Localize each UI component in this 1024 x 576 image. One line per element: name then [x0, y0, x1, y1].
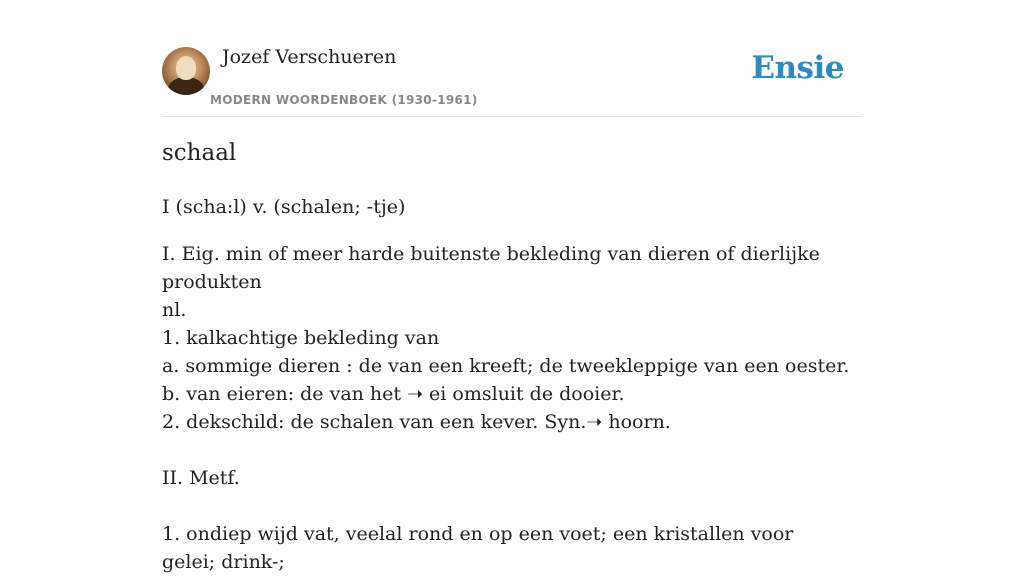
entry-content — [162, 193, 852, 576]
definition-line: 1. kalkachtige bekleding van — [162, 327, 440, 349]
author-name[interactable]: Jozef Verschueren — [222, 46, 397, 68]
source-title[interactable]: MODERN WOORDENBOEK (1930-1961) — [210, 93, 478, 107]
page-container — [162, 0, 862, 573]
definition-line: II. Metf. — [162, 467, 240, 489]
entry-headword: schaal — [162, 140, 237, 166]
header — [162, 0, 862, 117]
blank-line — [162, 436, 852, 464]
definition-line: I. Eig. min of meer harde buitenste bekleding van dieren of dierlijke produkten — [162, 243, 820, 293]
blank-line — [162, 492, 852, 520]
author-avatar[interactable] — [162, 47, 210, 95]
definition-line: b. van eieren: de van het ➝ ei omsluit de dooier. — [162, 383, 625, 405]
entry-grammar: I (scha:l) v. (schalen; -tje) — [162, 196, 406, 218]
definition-line: 2. dekschild: de schalen van een kever. Syn.➝ hoorn. — [162, 411, 671, 433]
definition-line: nl. — [162, 299, 187, 321]
definition-line: 1. ondiep wijd vat, veelal rond en op een voet; een kristallen voor gelei; drink-; — [162, 523, 794, 573]
ensie-logo[interactable]: Ensie — [751, 50, 844, 86]
avatar-face-shape — [176, 56, 196, 80]
definition-line: a. sommige dieren : de van een kreeft; de tweekleppige van een oester. — [162, 355, 850, 377]
